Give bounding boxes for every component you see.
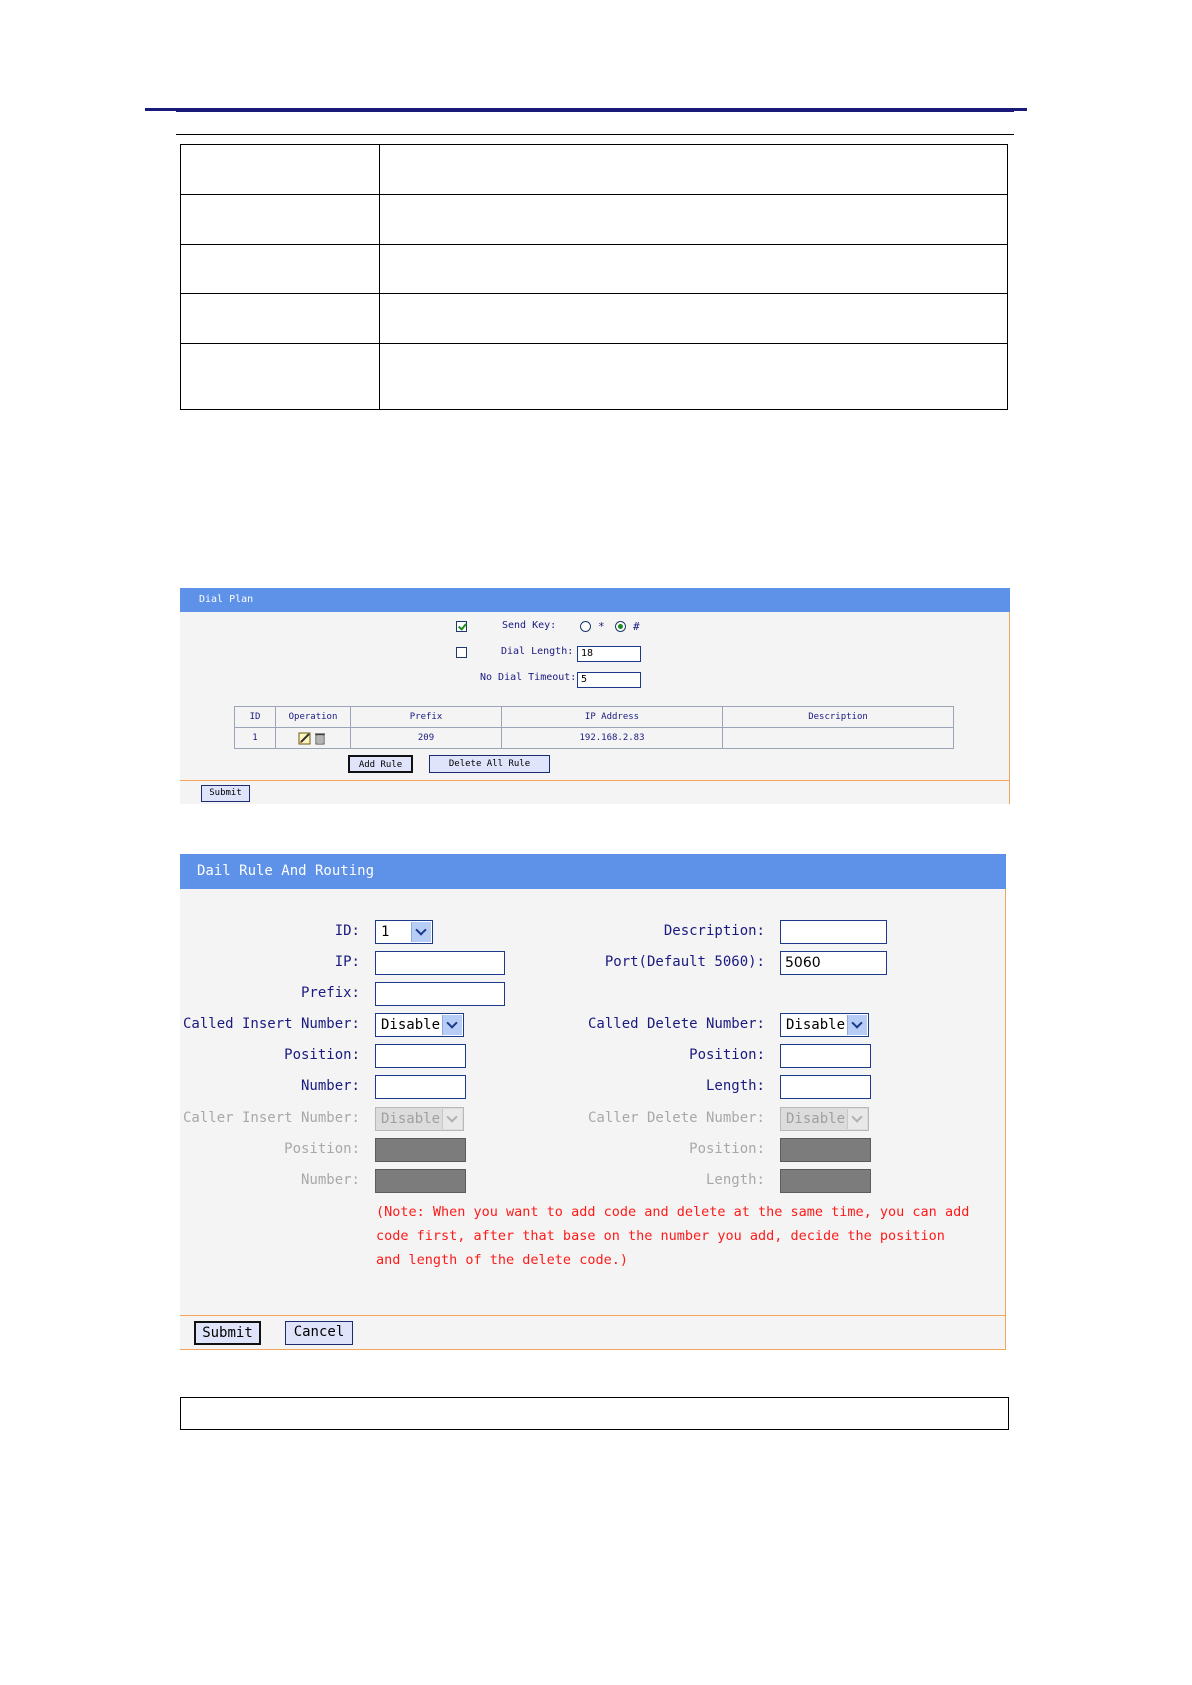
called-insert-select[interactable] bbox=[375, 1013, 464, 1037]
panel-divider bbox=[180, 1315, 1006, 1316]
table-cell bbox=[181, 294, 380, 344]
called-delete-length-input[interactable] bbox=[780, 1075, 871, 1099]
table-cell bbox=[380, 195, 1008, 245]
dial-rule-submit-button[interactable]: Submit bbox=[194, 1321, 261, 1345]
table-cell bbox=[380, 145, 1008, 195]
header-rule-thin bbox=[176, 134, 1014, 135]
panel-divider bbox=[180, 780, 1010, 781]
called-delete-position-input[interactable] bbox=[780, 1044, 871, 1068]
called-delete-select[interactable] bbox=[780, 1013, 869, 1037]
prefix-label: Prefix: bbox=[300, 985, 360, 1001]
dial-plan-submit-button[interactable]: Submit bbox=[201, 785, 250, 802]
caller-delete-position-input bbox=[780, 1138, 871, 1162]
caller-delete-position-label: Position: bbox=[689, 1141, 765, 1157]
note-line: (Note: When you want to add code and delete at the same time, you can add bbox=[376, 1204, 970, 1220]
caller-insert-number-input bbox=[375, 1169, 466, 1193]
caller-insert-position-input bbox=[375, 1138, 466, 1162]
description-label: Description: bbox=[663, 923, 765, 939]
caller-insert-number-field-label: Number: bbox=[300, 1172, 360, 1188]
row-ip-address: 192.168.2.83 bbox=[502, 728, 723, 749]
caller-delete-number-label: Caller Delete Number: bbox=[587, 1110, 765, 1126]
table-cell bbox=[181, 145, 380, 195]
blank-table bbox=[180, 144, 1008, 410]
table-cell bbox=[380, 344, 1008, 410]
table-cell bbox=[380, 294, 1008, 344]
row-description bbox=[723, 728, 954, 749]
row-operation bbox=[276, 728, 351, 749]
prefix-input[interactable] bbox=[375, 982, 505, 1006]
panel-border-bottom bbox=[180, 1349, 1006, 1350]
ip-input[interactable] bbox=[375, 951, 505, 975]
add-rule-button[interactable]: Add Rule bbox=[348, 755, 413, 773]
dial-rule-title: Dail Rule And Routing bbox=[180, 854, 1006, 889]
header-rule-accent bbox=[176, 111, 1014, 112]
dial-length-checkbox[interactable] bbox=[456, 647, 467, 658]
dial-length-label: Dial Length: bbox=[501, 646, 574, 657]
id-select-value: 1 bbox=[381, 924, 390, 940]
port-input[interactable]: 5060 bbox=[780, 951, 887, 975]
chevron-down-icon bbox=[442, 1015, 462, 1035]
chevron-down-icon bbox=[442, 1109, 462, 1129]
column-header-operation: Operation bbox=[276, 707, 351, 728]
send-key-checkbox[interactable] bbox=[456, 621, 467, 632]
note-line: code first, after that base on the number you add, decide the position bbox=[376, 1228, 945, 1244]
ip-label: IP: bbox=[334, 954, 360, 970]
port-label: Port(Default 5060): bbox=[604, 954, 765, 970]
send-key-star-label: * bbox=[598, 620, 605, 633]
panel-border bbox=[1009, 612, 1010, 804]
caller-insert-select-value: Disable bbox=[381, 1111, 441, 1127]
called-insert-number-input[interactable] bbox=[375, 1075, 466, 1099]
table-cell bbox=[380, 245, 1008, 294]
dial-plan-title: Dial Plan bbox=[180, 588, 1010, 612]
send-key-hash-label: # bbox=[633, 620, 640, 633]
caller-delete-length-label: Length: bbox=[705, 1172, 765, 1188]
id-label: ID: bbox=[334, 923, 360, 939]
table-cell bbox=[181, 344, 380, 410]
called-insert-position-input[interactable] bbox=[375, 1044, 466, 1068]
called-insert-select-value: Disable bbox=[381, 1017, 441, 1033]
dial-length-input[interactable]: 18 bbox=[577, 646, 641, 662]
table-cell bbox=[181, 195, 380, 245]
table-row bbox=[235, 728, 954, 749]
table-header-row bbox=[235, 707, 954, 728]
dial-rule-panel bbox=[180, 854, 1006, 1350]
chevron-down-icon bbox=[411, 922, 431, 942]
panel-border bbox=[1005, 889, 1006, 1350]
send-key-star-radio[interactable] bbox=[580, 621, 591, 632]
called-delete-position-label: Position: bbox=[689, 1047, 765, 1063]
dial-plan-panel bbox=[180, 588, 1010, 804]
called-delete-number-label: Called Delete Number: bbox=[587, 1016, 765, 1032]
column-header-ip-address: IP Address bbox=[502, 707, 723, 728]
called-insert-number-label: Called Insert Number: bbox=[182, 1016, 360, 1032]
table-cell bbox=[181, 245, 380, 294]
delete-all-rule-button[interactable]: Delete All Rule bbox=[429, 755, 550, 773]
send-key-hash-radio[interactable] bbox=[615, 621, 626, 632]
description-input[interactable] bbox=[780, 920, 887, 944]
send-key-label: Send Key: bbox=[502, 620, 557, 631]
row-prefix: 209 bbox=[351, 728, 502, 749]
id-select[interactable] bbox=[375, 920, 433, 944]
no-dial-timeout-label: No Dial Timeout: bbox=[480, 672, 577, 683]
called-delete-select-value: Disable bbox=[786, 1017, 846, 1033]
column-header-id: ID bbox=[235, 707, 276, 728]
called-insert-position-label: Position: bbox=[284, 1047, 360, 1063]
dial-rule-cancel-button[interactable]: Cancel bbox=[285, 1321, 353, 1345]
chevron-down-icon bbox=[847, 1015, 867, 1035]
caller-delete-select bbox=[780, 1107, 869, 1131]
caller-insert-number-label: Caller Insert Number: bbox=[182, 1110, 360, 1126]
note-text bbox=[376, 1200, 976, 1272]
caller-insert-select bbox=[375, 1107, 464, 1131]
note-line: and length of the delete code.) bbox=[376, 1252, 628, 1268]
chevron-down-icon bbox=[847, 1109, 867, 1129]
edit-icon[interactable] bbox=[299, 733, 310, 744]
no-dial-timeout-input[interactable]: 5 bbox=[577, 672, 641, 688]
caller-delete-select-value: Disable bbox=[786, 1111, 846, 1127]
dial-rules-table bbox=[234, 706, 954, 749]
column-header-prefix: Prefix bbox=[351, 707, 502, 728]
caller-insert-position-label: Position: bbox=[284, 1141, 360, 1157]
called-delete-length-label: Length: bbox=[705, 1078, 765, 1094]
caption-box bbox=[180, 1397, 1009, 1430]
delete-icon[interactable] bbox=[315, 734, 325, 744]
row-id: 1 bbox=[235, 728, 276, 749]
called-insert-number-field-label: Number: bbox=[300, 1078, 360, 1094]
caller-delete-length-input bbox=[780, 1169, 871, 1193]
column-header-description: Description bbox=[723, 707, 954, 728]
